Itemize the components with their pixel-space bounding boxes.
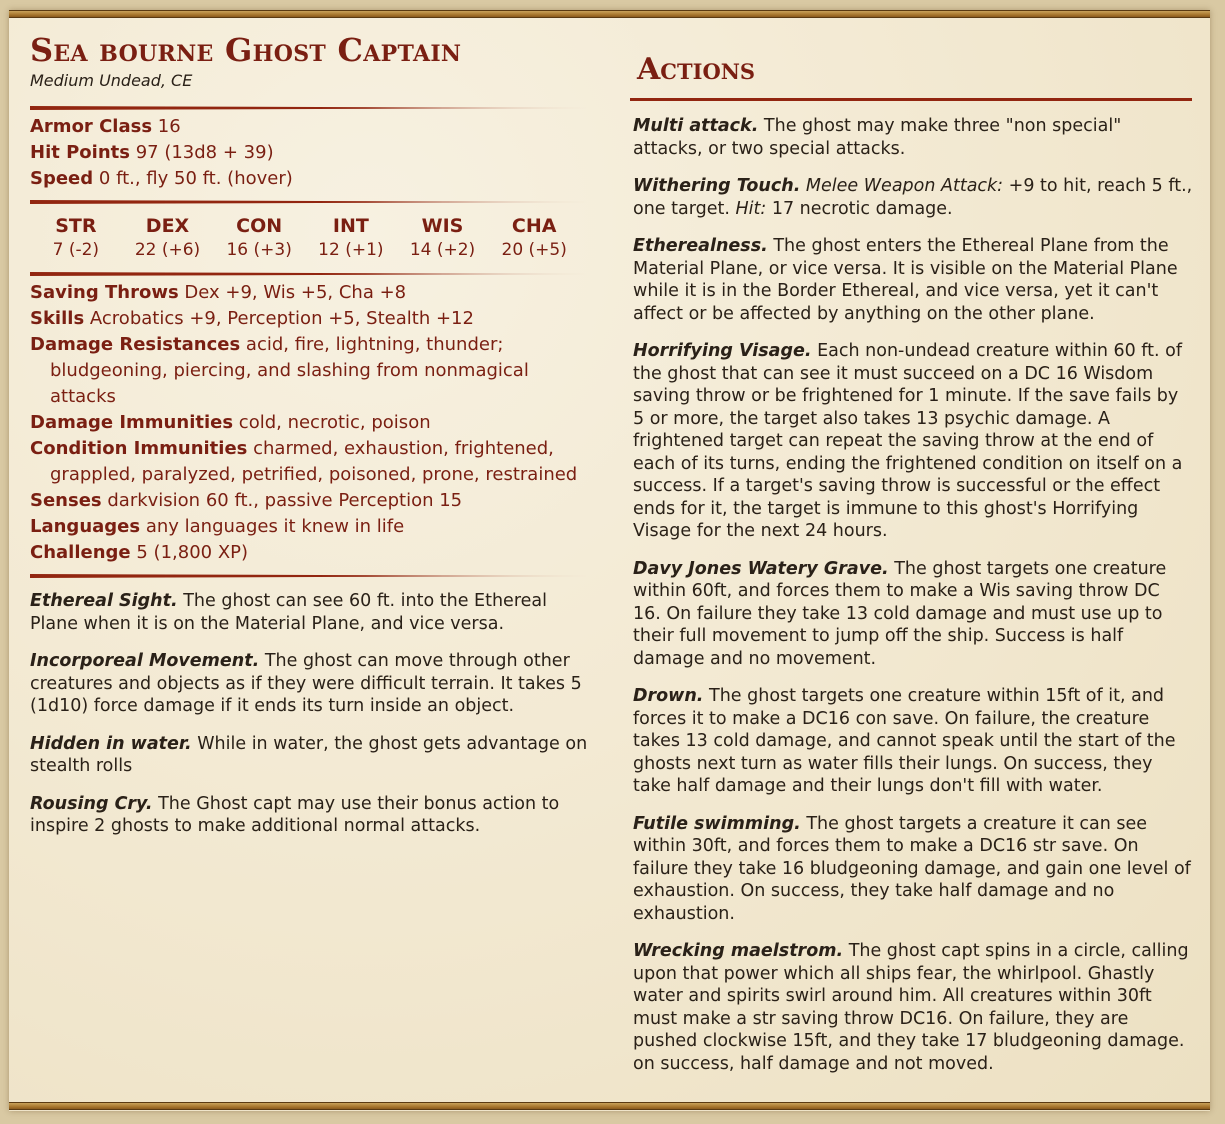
senses-label: Senses: [30, 490, 102, 511]
saving-throws-value: Dex +9, Wis +5, Cha +8: [184, 282, 407, 303]
trait-name: Rousing Cry.: [30, 793, 153, 814]
ability-name: CON: [236, 215, 283, 237]
ability-scores: [30, 214, 580, 262]
ability-con: [213, 214, 305, 262]
trait: [30, 733, 590, 778]
trait-text: The ghost can move through other creatures and objects as if they were difficult terrain. It takes 5 (1d10) force damage if it ends its turn inside an object.: [30, 651, 582, 716]
trait-text: The ghost can see 60 ft. into the Ethereal Plane when it is on the Material Plane, and vice versa.: [30, 591, 547, 634]
ability-value: 12 (+1): [318, 240, 384, 260]
action-davy-jones: [633, 558, 1193, 671]
action-wrecking-maelstrom: [633, 940, 1193, 1075]
action-text: Each non-undead creature within 60 ft. of the ghost that can see it must succeed on a DC 16 Wisdom saving throw or be frightened for 1 minute. If the save fails by 5 or more, the target also takes 13 psychic damage. A frightened target can repeat the saving throw at the end of each of its turns, ending the frightened condition on itself on a success. If a target's saving throw is successful or the effect ends for it, the target is immune to this ghost's Horrifying Visage for the next 24 hours.: [633, 341, 1183, 541]
action-name: Multi attack.: [633, 116, 759, 136]
ability-dex: [122, 214, 214, 262]
trait: [30, 590, 590, 635]
hit-text: 17 necrotic damage.: [771, 198, 953, 219]
ability-value: 7 (-2): [52, 240, 100, 260]
damage-immunities-label: Damage Immunities: [30, 412, 234, 433]
ability-name: CHA: [511, 215, 557, 237]
action-etherealness: [633, 235, 1193, 325]
damage-resistances-label: Damage Resistances: [30, 334, 241, 355]
ability-name: INT: [332, 215, 369, 237]
action-name: Drown.: [633, 686, 704, 706]
traits-list: [30, 590, 590, 838]
condition-immunities: [30, 436, 590, 488]
action-text: The ghost may make three "non special" attacks, or two special attacks.: [633, 116, 1122, 159]
trait-text: While in water, the ghost gets advantage on stealth rolls: [30, 733, 588, 776]
languages: [30, 514, 590, 540]
hit-points-value: 97 (13d8 + 39): [135, 142, 274, 163]
hit-label: Hit:: [735, 198, 767, 219]
challenge: [30, 540, 590, 566]
speed-value: 0 ft., fly 50 ft. (hover): [98, 168, 293, 189]
speed: [30, 166, 590, 192]
senses-value: darkvision 60 ft., passive Perception 15: [107, 490, 463, 511]
armor-class-value: 16: [157, 116, 181, 137]
trait-name: Hidden in water.: [30, 733, 192, 754]
stat-block-left-column: [30, 30, 590, 853]
action-futile-swimming: [633, 813, 1193, 926]
ability-cha: [488, 214, 580, 262]
ability-str: [30, 214, 122, 262]
damage-resistances-value: acid, fire, lightning, thunder; bludgeoning, piercing, and slashing from nonmagical attacks: [50, 334, 529, 407]
action-text: The ghost targets one creature within 15ft of it, and forces it to make a DC16 con save. On failure, the creature takes 13 cold damage, and cannot speak until the start of the ghosts next turn as water fills their lungs. On success, they take half damage and their lungs don't fill with water.: [633, 686, 1176, 796]
senses: [30, 488, 590, 514]
action-name: Horrifying Visage.: [633, 341, 812, 361]
ability-wis: [397, 214, 489, 262]
damage-immunities: [30, 410, 590, 436]
condition-immunities-value: charmed, exhaustion, frightened, grappled, paralyzed, petrified, poisoned, prone, restrained: [50, 438, 578, 485]
defense-stats: [30, 114, 590, 192]
monster-meta: Medium Undead, CE: [30, 71, 193, 90]
attack-type: Melee Weapon Attack:: [805, 176, 1004, 196]
ability-int: [305, 214, 397, 262]
ability-value: 14 (+2): [409, 240, 476, 260]
attack-text: +9 to hit, reach 5 ft., one target.: [633, 176, 1193, 219]
action-name: Wrecking maelstrom.: [633, 941, 844, 961]
trait-name: Ethereal Sight.: [30, 591, 178, 611]
action-horrifying-visage: [633, 340, 1193, 543]
actions-heading: Actions: [637, 52, 756, 87]
action-text: The ghost targets one creature within 60ft, and forces them to make a Wis saving throw DC 16. On failure they take 13 cold damage and must use up to their full movement to jump off the ship. Success is half damage and no movement.: [633, 558, 1167, 669]
action-text: The ghost capt spins in a circle, calling upon that power which all ships fear, the whirlpool. Ghastly water and spirits swirl around him. All creatures within 30ft must make a str saving throw DC16. On failure, they are pushed clockwise 15ft, and they take 17 bludgeoning damage. on success, half damage and not moved.: [633, 941, 1189, 1074]
actions-heading-rule: [630, 98, 1192, 101]
condition-immunities-label: Condition Immunities: [30, 438, 248, 459]
challenge-value: 5 (1,800 XP): [136, 542, 249, 563]
ability-value: 20 (+5): [501, 240, 567, 260]
skills-value: Acrobatics +9, Perception +5, Stealth +12: [89, 308, 474, 329]
ability-value: 16 (+3): [226, 240, 292, 260]
trait-name: Incorporeal Movement.: [30, 651, 260, 671]
action-name: Etherealness.: [633, 236, 768, 256]
action-name: Futile swimming.: [633, 813, 801, 834]
saving-throws-label: Saving Throws: [30, 282, 179, 303]
armor-class-label: Armor Class: [30, 116, 153, 137]
action-name: Withering Touch.: [633, 176, 801, 196]
action-text: The ghost targets a creature it can see within 30ft, and forces them to make a DC16 str save. On failure they take 16 bludgeoning damage, and gain one level of exhaustion. On success, they take half damage and no exhaustion.: [633, 813, 1191, 924]
trait: [30, 650, 590, 718]
action-multiattack: [633, 115, 1193, 160]
languages-value: any languages it knew in life: [145, 516, 405, 537]
armor-class: [30, 114, 590, 140]
trait-text: The Ghost capt may use their bonus action to inspire 2 ghosts to make additional normal attacks.: [30, 793, 560, 836]
saving-throws: [30, 280, 590, 306]
skills: [30, 306, 590, 332]
challenge-label: Challenge: [30, 542, 131, 563]
secondary-stats: [30, 280, 590, 566]
trait: [30, 793, 590, 838]
hit-points-label: Hit Points: [30, 142, 130, 163]
monster-name: Sea bourne Ghost Captain: [30, 31, 462, 69]
action-text: The ghost enters the Ethereal Plane from the Material Plane, or vice versa. It is visible on the Material Plane while it is in the Border Ethereal, and vice versa, yet it can't affect or be affected by anything on the other plane.: [633, 236, 1178, 324]
damage-resistances: [30, 332, 590, 410]
bottom-border: [9, 1102, 1210, 1110]
ability-value: 22 (+6): [134, 240, 201, 260]
action-drown: [633, 685, 1193, 798]
action-name: Davy Jones Watery Grave.: [633, 558, 889, 579]
skills-label: Skills: [30, 308, 85, 329]
languages-label: Languages: [30, 516, 141, 537]
action-withering-touch: [633, 175, 1193, 220]
hit-points: [30, 140, 590, 166]
actions-column: [633, 50, 1193, 1090]
ability-name: STR: [55, 215, 97, 237]
speed-label: Speed: [30, 168, 94, 189]
damage-immunities-value: cold, necrotic, poison: [238, 412, 431, 433]
ability-name: WIS: [421, 215, 464, 237]
ability-name: DEX: [145, 215, 190, 237]
top-border: [9, 10, 1210, 18]
